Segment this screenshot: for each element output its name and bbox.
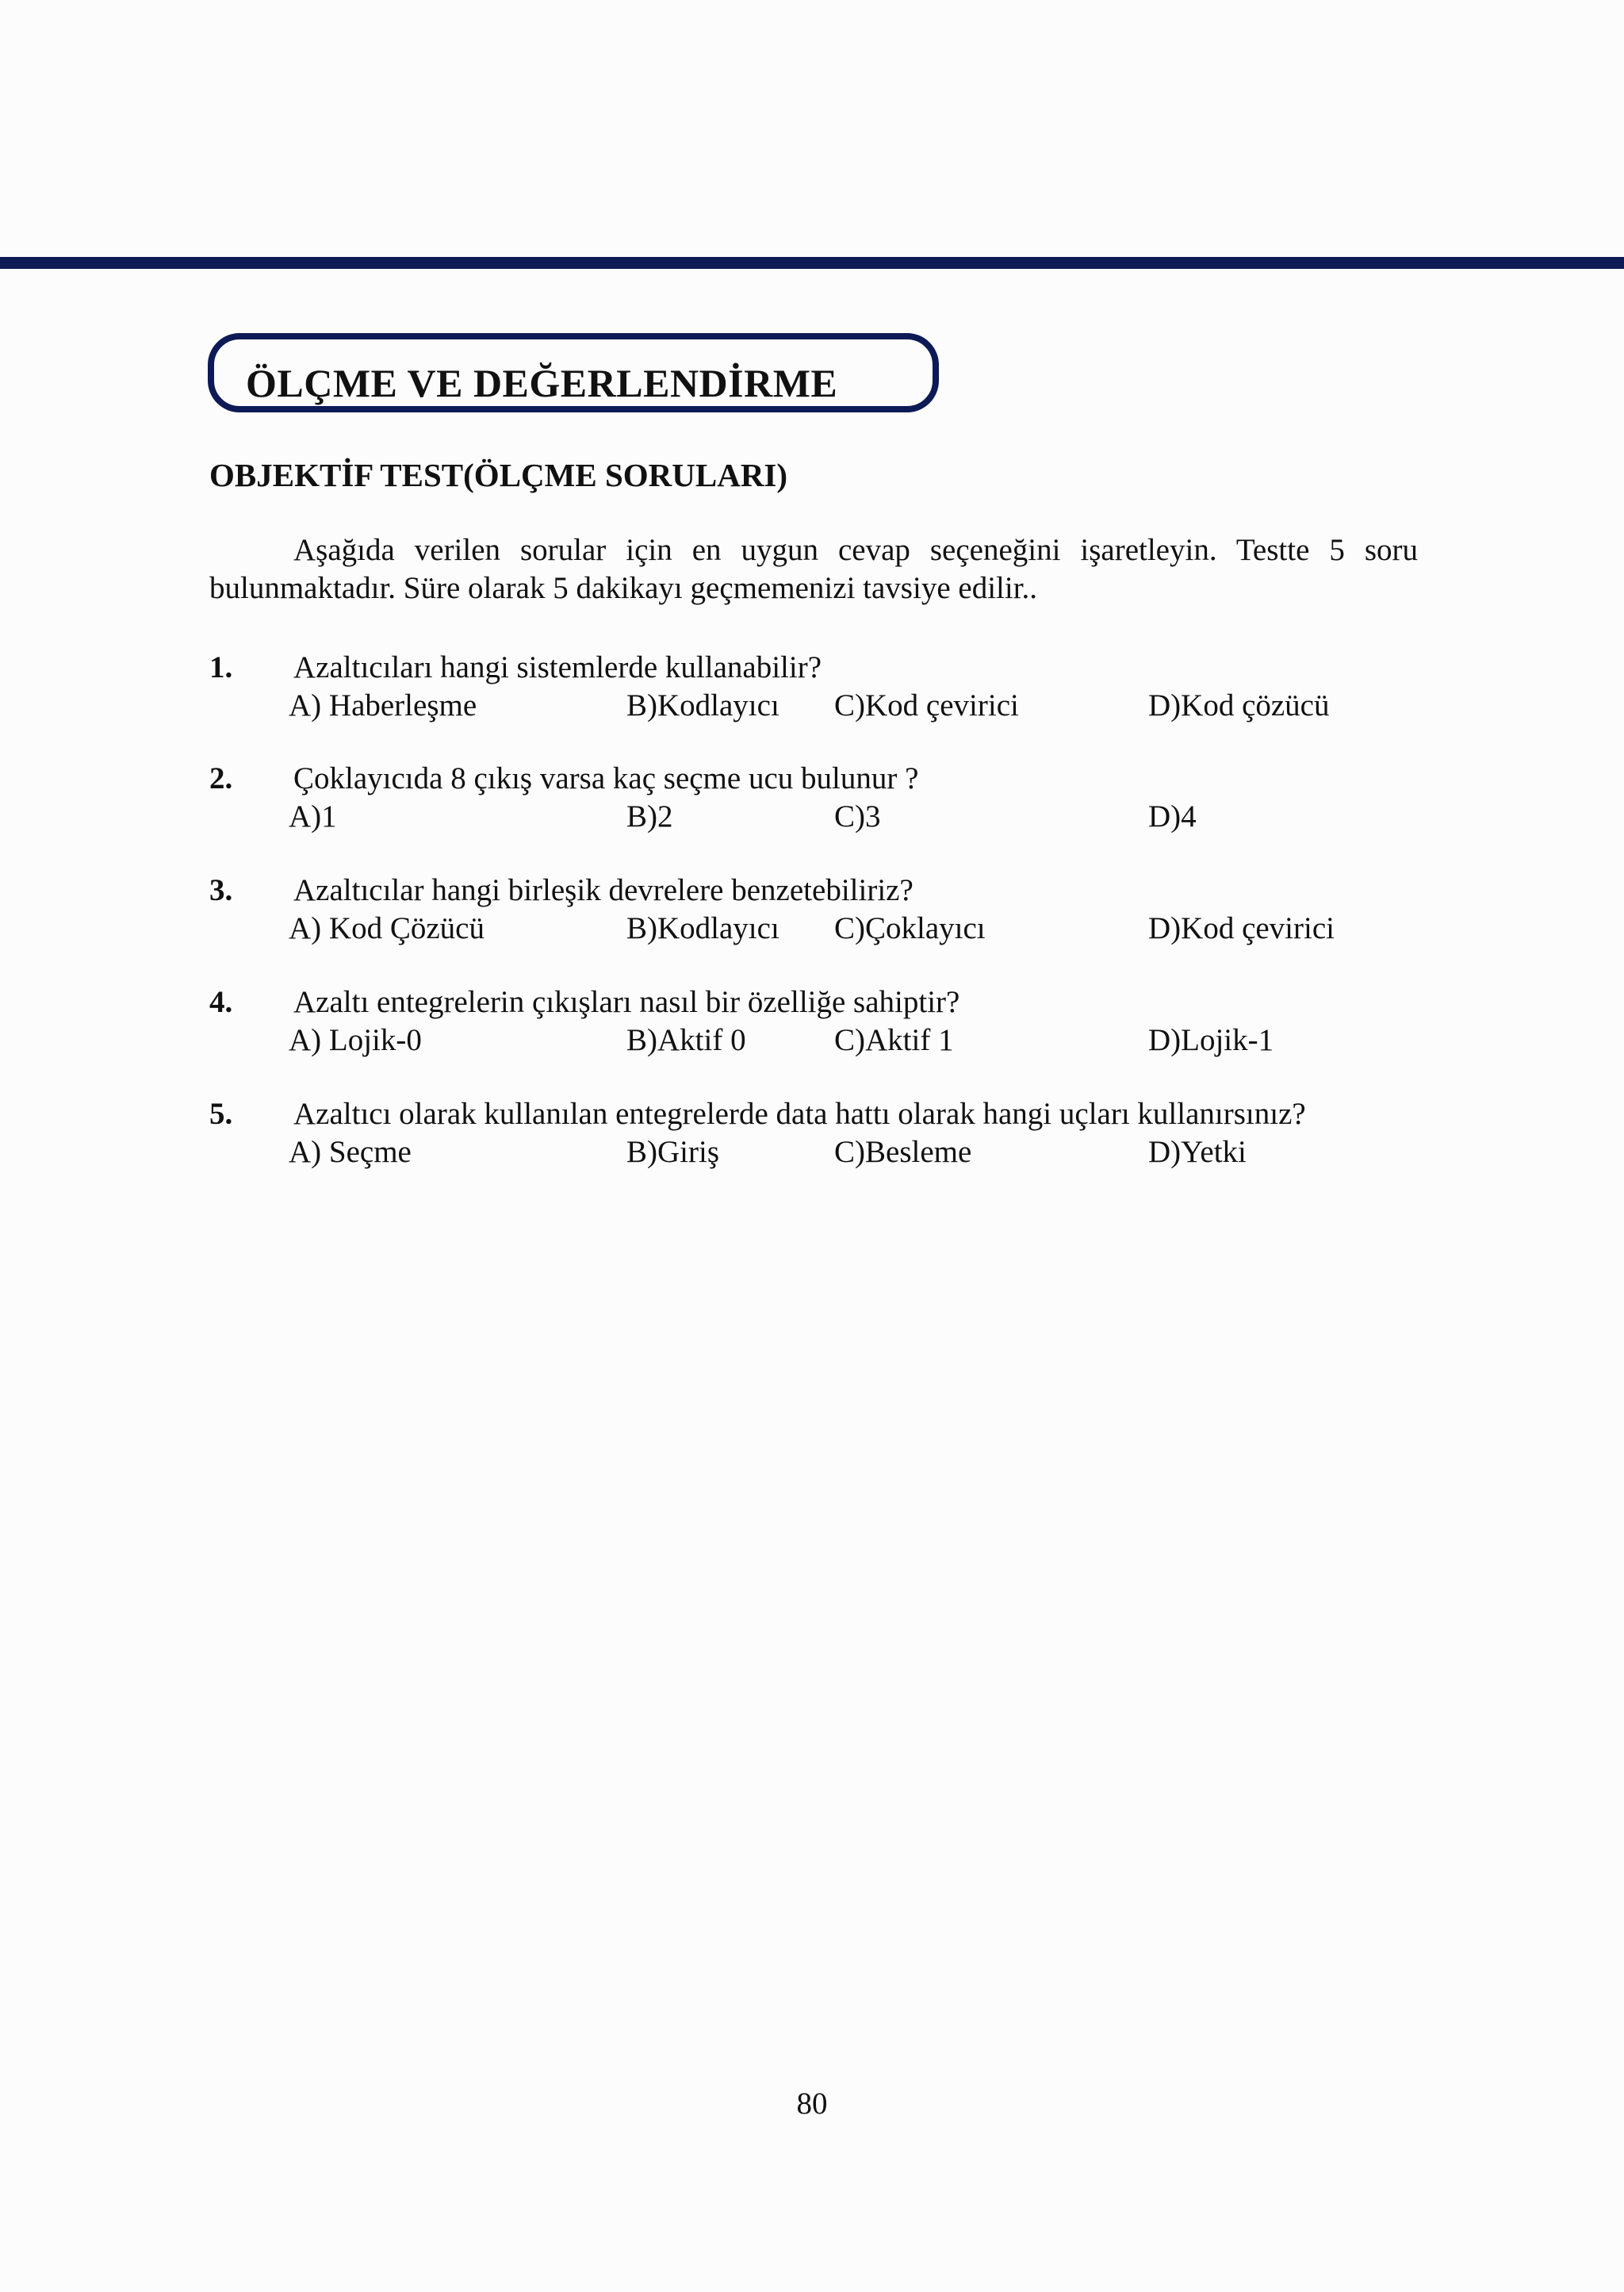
option-a: A)1 (289, 799, 337, 834)
question-text: Azaltıcı olarak kullanılan entegrelerde data hattı olarak hangi uçları kullanırsınız? (293, 1097, 1306, 1131)
option-a: A) Haberleşme (289, 688, 477, 722)
option-c: C)Çoklayıcı (834, 911, 986, 945)
option-d: D)Kod çevirici (1148, 911, 1335, 945)
section-title-box (208, 333, 939, 412)
option-a: A) Seçme (289, 1135, 412, 1169)
question-text: Azaltıcıları hangi sistemlerde kullanabilir? (293, 650, 822, 684)
subtitle: OBJEKTİF TEST(ÖLÇME SORULARI) (209, 457, 788, 493)
option-d: D)4 (1148, 799, 1197, 834)
option-b: B)Giriş (626, 1135, 719, 1169)
section-title: ÖLÇME VE DEĞERLENDİRME (246, 361, 838, 405)
option-b: B)Aktif 0 (626, 1023, 746, 1057)
question-number: 2. (209, 761, 233, 795)
option-d: D)Kod çözücü (1148, 688, 1330, 722)
option-a: A) Kod Çözücü (289, 911, 485, 945)
option-b: B)2 (626, 799, 673, 834)
question-text: Çoklayıcıda 8 çıkış varsa kaç seçme ucu bulunur ? (293, 761, 919, 795)
option-b: B)Kodlayıcı (626, 688, 779, 722)
option-c: C)Kod çevirici (834, 688, 1019, 722)
option-a: A) Lojik-0 (289, 1023, 422, 1057)
question-number: 4. (209, 985, 233, 1019)
page-number: 80 (796, 2087, 828, 2121)
question-number: 1. (209, 650, 233, 684)
header-rule (0, 257, 1624, 269)
option-d: D)Yetki (1148, 1135, 1247, 1169)
question-number: 5. (209, 1097, 233, 1131)
option-c: C)3 (834, 799, 881, 834)
question-number: 3. (209, 873, 233, 907)
question-text: Azaltıcılar hangi birleşik devrelere benzetebiliriz? (293, 873, 914, 907)
question-text: Azaltı entegrelerin çıkışları nasıl bir özelliğe sahiptir? (293, 985, 960, 1019)
intro-paragraph: Aşağıda verilen sorular için en uygun cevap seçeneğini işaretleyin. Testte 5 soru bulunmaktadır. Süre olarak 5 dakikayı geçmemenizi tavsiye edilir.. (209, 533, 1418, 605)
option-d: D)Lojik-1 (1148, 1023, 1274, 1057)
option-b: B)Kodlayıcı (626, 911, 779, 945)
option-c: C)Besleme (834, 1135, 972, 1169)
option-c: C)Aktif 1 (834, 1023, 954, 1057)
